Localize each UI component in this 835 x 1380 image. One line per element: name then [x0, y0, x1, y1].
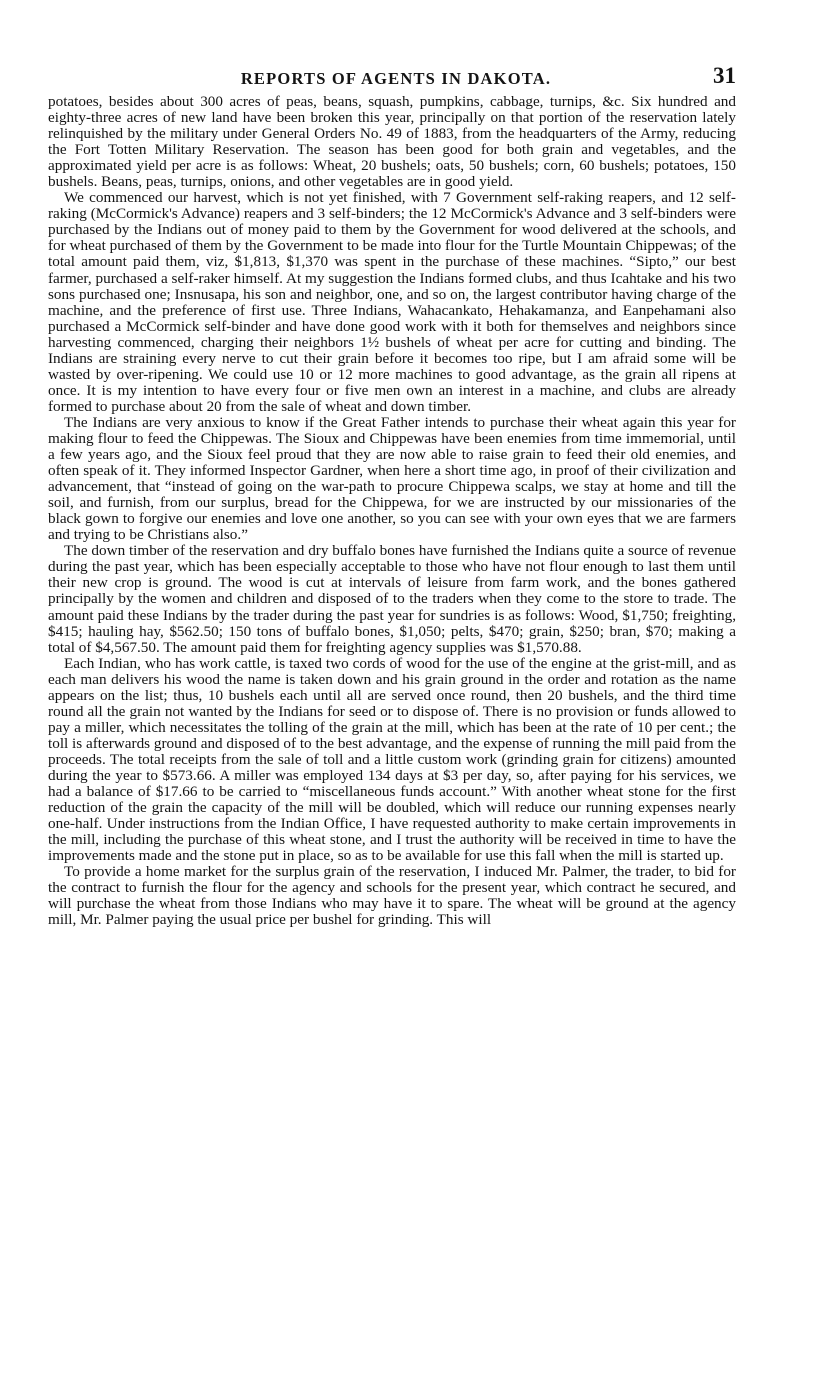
page-header	[48, 64, 736, 94]
paragraph-3: The Indians are very anxious to know if the Great Father intends to purchase their wheat again this year for making flour to feed the Chippewas. The Sioux and Chippewas have been enemies from time immemorial, until a few years ago, and the Sioux feel proud that they are now able to raise grain to feed their old enemies, and often speak of it. They informed Inspector Gardner, when here a short time ago, in proof of their civilization and advancement, that “instead of going on the war-path to procure Chippewa scalps, we stay at home and till the soil, and furnish, from our surplus, bread for the Chippewa, for we are instructed by our missionaries of the black gown to forgive our enemies and love one another, so you can see with your own eyes that we are farmers and trying to be Christians also.”	[48, 413, 736, 544]
running-title: REPORTS OF AGENTS IN DAKOTA.	[240, 69, 552, 88]
document-page	[48, 64, 736, 928]
paragraph-2: We commenced our harvest, which is not yet finished, with 7 Government self-raking reapers, and 12 self-raking (McCormick's Advance) reapers and 3 self-binders; the 12 McCormick's Advance and 3 self-binders were purchased by the Indians out of money paid to them by the Government for wood delivered at the schools, and for wheat purchased of them by the Government to be made into flour for the Turtle Mountain Chippewas; of the total amount paid them, viz, $1,813, $1,370 was spent in the purchase of these machines. “Sipto,” our best farmer, purchased a self-raker himself. At my suggestion the Indians formed clubs, and thus Icahtake and his two sons purchased one; Insnusapa, his son and neighbor, one, and so on, the largest contributor having charge of the machine, and the preference of first use. Three Indians, Wahacankato, Hehakamanza, and Eanpehamani also purchased a McCormick self-binder and have done good work with it both for themselves and neighbors since harvesting commenced, charging their neighbors 1½ bushels of wheat per acre for cutting and binding. The Indians are straining every nerve to cut their grain before it becomes too ripe, but I am afraid some will be wasted by over-ripening. We could use 10 or 12 more machines to good advantage, as the grain all ripens at once. It is my intention to have every four or five men own an interest in a machine, and clubs are already formed to purchase about 20 from the sale of wheat and down timber.	[48, 189, 736, 415]
paragraph-6: To provide a home market for the surplus grain of the reservation, I induced Mr. Palmer, the trader, to bid for the contract to furnish the flour for the agency and schools for the present year, which contract he secured, and will purchase the wheat from those Indians who may have it to spare. The wheat will be ground at the agency mill, Mr. Palmer paying the usual price per bushel for grinding. This will	[48, 863, 736, 929]
paragraph-4: The down timber of the reservation and dry buffalo bones have furnished the Indians quite a source of revenue during the past year, which has been especially acceptable to those who have not flour enough to last them until their new crop is ground. The wood is cut at intervals of leisure from farm work, and the bones gathered principally by the women and children and disposed of to the traders when they come to the store to trade. The amount paid these Indians by the trader during the past year for sundries is as follows: Wood, $1,750; freighting, $415; hauling hay, $562.50; 150 tons of buffalo bones, $1,050; pelts, $470; grain, $250; bran, $70; making a total of $4,567.50. The amount paid them for freighting agency supplies was $1,570.88.	[48, 542, 736, 656]
page-number: 31	[713, 63, 736, 88]
paragraph-5: Each Indian, who has work cattle, is taxed two cords of wood for the use of the engine at the grist-mill, and as each man delivers his wood the name is taken down and his grain ground in the order and rotation as the name appears on the list; thus, 10 bushels each until all are served once round, then 20 bushels, and the third time round all the grain not wanted by the Indians for seed or to dispose of. There is no provision or funds allowed to pay a miller, which necessitates the tolling of the grain at the mill, which has been at the rate of 10 per cent.; the toll is afterwards ground and disposed of to the best advantage, and the expense of running the mill paid from the proceeds. The total receipts from the sale of toll and a little custom work (grinding grain for citizens) amounted during the year to $573.66. A miller was employed 134 days at $3 per day, so, after paying for his services, we had a balance of $17.66 to be carried to “miscellaneous funds account.” With another wheat stone for the first reduction of the grain the capacity of the mill will be doubled, which will reduce our running expenses nearly one-half. Under instructions from the Indian Office, I have requested authority to make certain improvements in the mill, including the purchase of this wheat stone, and I trust the authority will be received in time to have the improvements made and the stone put in place, so as to be available for use this fall when the mill is started up.	[48, 654, 736, 865]
body-text	[48, 94, 736, 928]
paragraph-1: potatoes, besides about 300 acres of peas, beans, squash, pumpkins, cabbage, turnips, &c. Six hundred and eighty-three acres of new land have been broken this year, principally on that portion of the reservation lately relinquished by the military under General Orders No. 49 of 1883, from the headquarters of the Army, reducing the Fort Totten Military Reservation. The season has been good for both grain and vegetables, and the approximated yield per acre is as follows: Wheat, 20 bushels; oats, 50 bushels; corn, 60 bushels; potatoes, 150 bushels. Beans, peas, turnips, onions, and other vegetables are in good yield.	[48, 93, 736, 191]
